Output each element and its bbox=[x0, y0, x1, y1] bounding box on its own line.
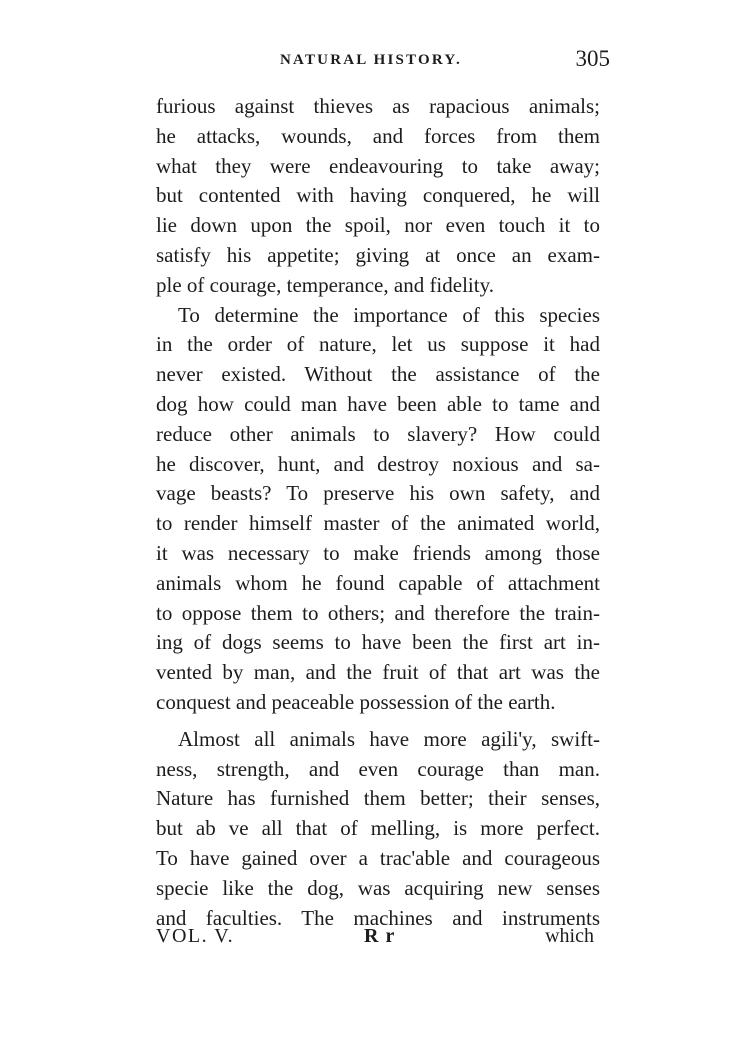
text-line: Almost all animals have more agili'y, swift- bbox=[178, 726, 600, 751]
text-line: and faculties. The machines and instruments bbox=[156, 905, 600, 930]
page-footer bbox=[156, 925, 600, 955]
text-line: never existed. Without the assistance of the bbox=[156, 362, 600, 387]
text-line: what they were endeavouring to take away; bbox=[156, 153, 600, 178]
text-line: but ab ve all that of melling, is more perfect. bbox=[156, 816, 600, 841]
text-line: to render himself master of the animated world, bbox=[156, 511, 600, 536]
text-line: ing of dogs seems to have been the first art in- bbox=[156, 630, 600, 655]
text-line: satisfy his appetite; giving at once an exam- bbox=[156, 242, 600, 267]
running-head bbox=[280, 48, 610, 76]
text-line: conquest and peaceable possession of the earth. bbox=[156, 689, 556, 714]
text-line: ple of courage, temperance, and fidelity. bbox=[156, 272, 494, 297]
catchword: which bbox=[545, 925, 594, 947]
paragraph-3 bbox=[156, 725, 600, 934]
text-line: animals whom he found capable of attachment bbox=[156, 570, 600, 595]
text-line: reduce other animals to slavery? How could bbox=[156, 421, 600, 446]
paragraph-spacer bbox=[156, 718, 600, 725]
text-line: To determine the importance of this species bbox=[178, 302, 600, 327]
text-line: ness, strength, and even courage than man. bbox=[156, 756, 600, 781]
text-line: To have gained over a trac'able and courageous bbox=[156, 845, 600, 870]
text-line: he discover, hunt, and destroy noxious and sa- bbox=[156, 451, 600, 476]
text-line: but contented with having conquered, he will bbox=[156, 183, 600, 208]
text-line: to oppose them to others; and therefore the train- bbox=[156, 600, 600, 625]
text-line: lie down upon the spoil, nor even touch it to bbox=[156, 213, 600, 238]
text-line: Nature has furnished them better; their senses, bbox=[156, 786, 600, 811]
text-line: in the order of nature, let us suppose it had bbox=[156, 332, 600, 357]
paragraph-2 bbox=[156, 301, 600, 718]
text-line: vented by man, and the fruit of that art was the bbox=[156, 660, 600, 685]
text-line: dog how could man have been able to tame and bbox=[156, 391, 600, 416]
text-line: furious against thieves as rapacious animals; bbox=[156, 94, 600, 118]
text-line: specie like the dog, was acquiring new senses bbox=[156, 875, 600, 900]
text-line: vage beasts? To preserve his own safety, and bbox=[156, 481, 600, 506]
text-line: he attacks, wounds, and forces from them bbox=[156, 123, 600, 148]
text-line: it was necessary to make friends among those bbox=[156, 540, 600, 565]
page-number: 305 bbox=[575, 46, 610, 71]
paragraph-1 bbox=[156, 92, 600, 301]
running-title: NATURAL HISTORY. bbox=[280, 52, 462, 68]
volume-mark: VOL. V. bbox=[156, 925, 235, 947]
body-text bbox=[156, 92, 600, 933]
signature-mark: R r bbox=[364, 925, 396, 947]
